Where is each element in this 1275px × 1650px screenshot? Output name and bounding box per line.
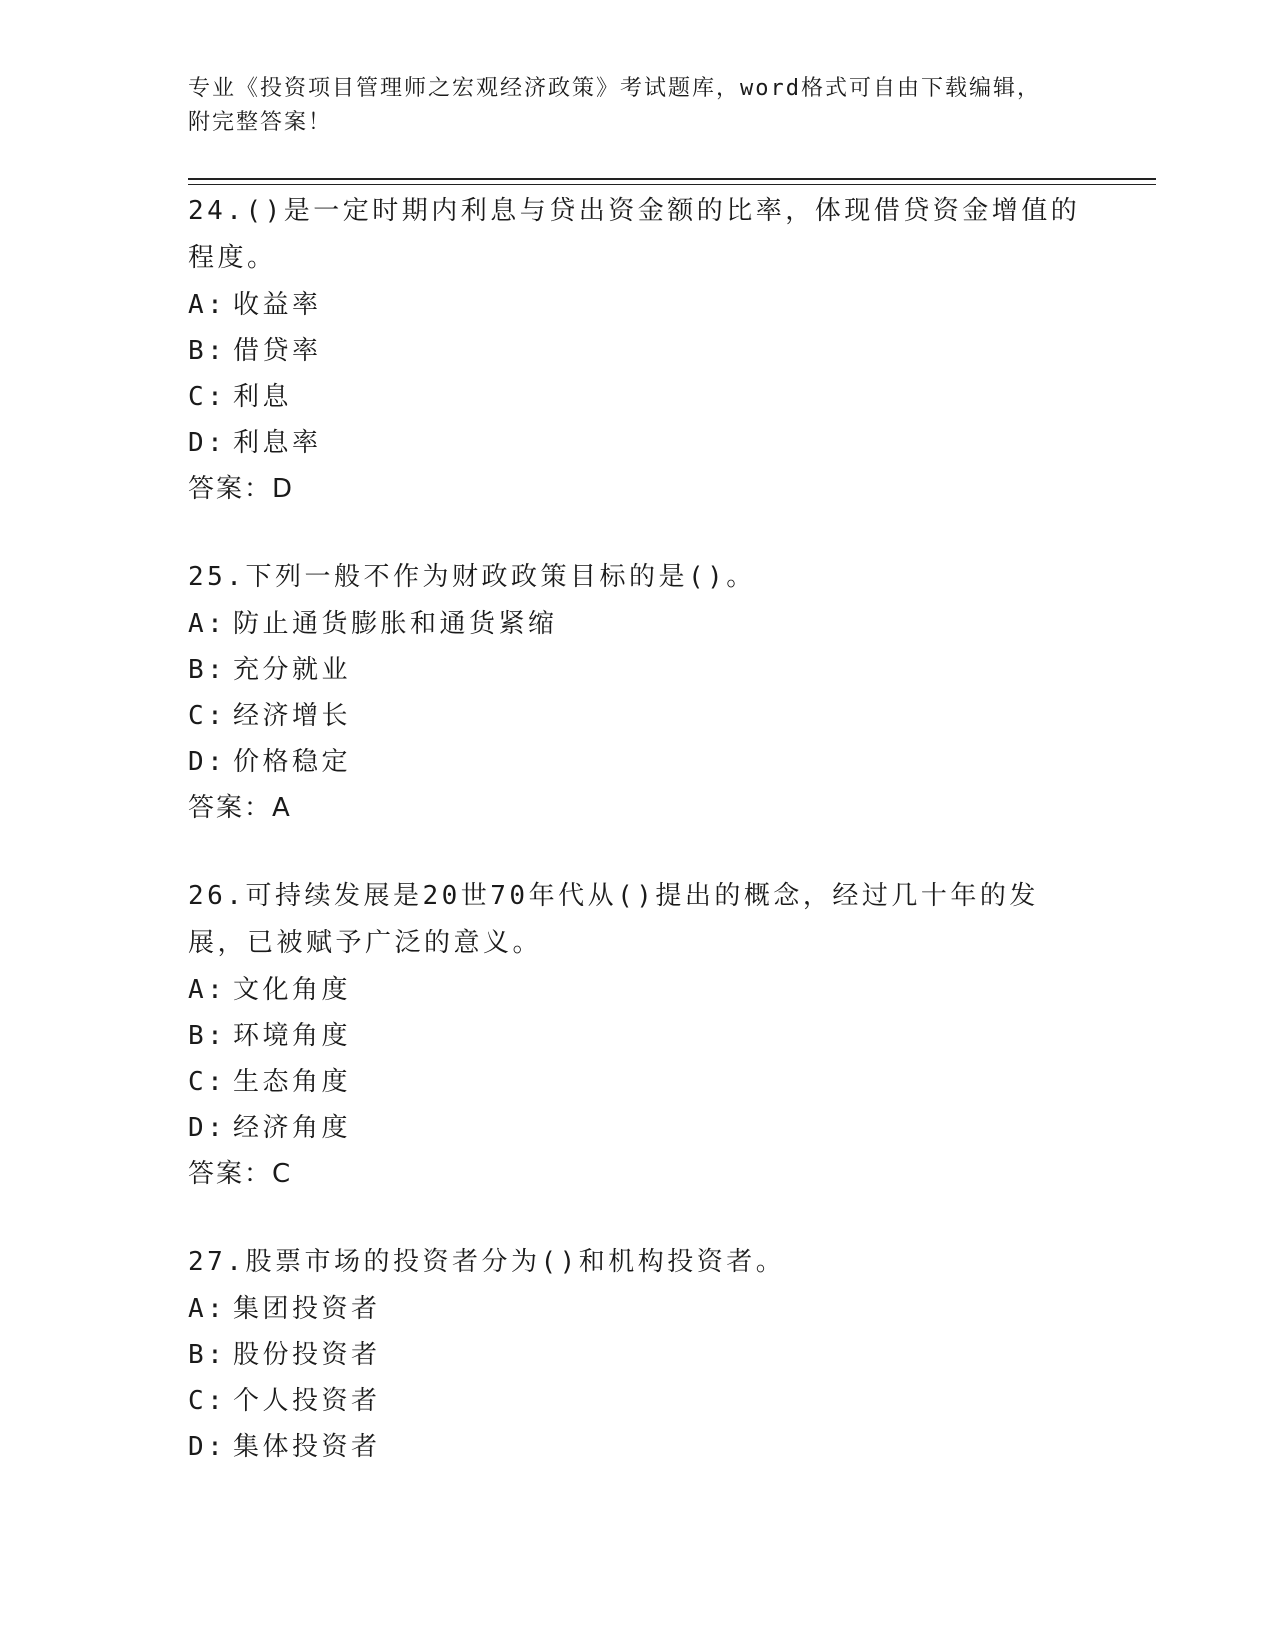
- option-text: 生态角度: [233, 1067, 352, 1097]
- option-a: [188, 1286, 1088, 1332]
- option-key: C:: [188, 1386, 227, 1416]
- header-divider-thick: [188, 178, 1156, 180]
- option-text: 价格稳定: [233, 747, 352, 777]
- option-key: D:: [188, 428, 227, 458]
- option-text: 个人投资者: [233, 1386, 381, 1416]
- option-b: [188, 328, 1088, 374]
- option-key: C:: [188, 382, 227, 412]
- option-c: [188, 374, 1088, 420]
- option-text: 借贷率: [233, 336, 322, 366]
- option-key: A:: [188, 975, 227, 1005]
- option-key: B:: [188, 1021, 227, 1051]
- question-25: [188, 554, 1088, 831]
- option-b: [188, 1013, 1088, 1059]
- option-key: B:: [188, 336, 227, 366]
- option-c: [188, 1378, 1088, 1424]
- option-key: C:: [188, 1067, 227, 1097]
- question-text: 24.()是一定时期内利息与贷出资金额的比率，体现借贷资金增值的程度。: [188, 196, 1081, 273]
- option-key: A:: [188, 1294, 227, 1324]
- option-text: 利息率: [233, 428, 322, 458]
- header-line-2: 附完整答案！: [188, 110, 333, 135]
- option-d: [188, 1105, 1088, 1151]
- option-d: [188, 1424, 1088, 1470]
- option-d: [188, 739, 1088, 785]
- option-a: [188, 967, 1088, 1013]
- option-key: A:: [188, 609, 227, 639]
- option-c: [188, 693, 1088, 739]
- document-header: [188, 72, 1088, 140]
- option-key: D:: [188, 747, 227, 777]
- option-text: 收益率: [233, 290, 322, 320]
- option-text: 股份投资者: [233, 1340, 381, 1370]
- option-text: 集体投资者: [233, 1432, 381, 1462]
- option-d: [188, 420, 1088, 466]
- option-text: 经济增长: [233, 701, 352, 731]
- option-text: 利息: [233, 382, 293, 412]
- option-key: D:: [188, 1113, 227, 1143]
- option-key: B:: [188, 655, 227, 685]
- option-text: 文化角度: [233, 975, 352, 1005]
- question-text: 26.可持续发展是20世70年代从()提出的概念，经过几十年的发展，已被赋予广泛的意义。: [188, 881, 1039, 958]
- option-a: [188, 282, 1088, 328]
- question-27: [188, 1239, 1088, 1470]
- option-key: D:: [188, 1432, 227, 1462]
- option-key: C:: [188, 701, 227, 731]
- option-text: 防止通货膨胀和通货紧缩: [233, 609, 558, 639]
- option-c: [188, 1059, 1088, 1105]
- question-26: [188, 873, 1088, 1197]
- option-b: [188, 647, 1088, 693]
- question-text: 27.股票市场的投资者分为()和机构投资者。: [188, 1247, 786, 1277]
- option-text: 环境角度: [233, 1021, 352, 1051]
- option-text: 充分就业: [233, 655, 352, 685]
- option-text: 经济角度: [233, 1113, 352, 1143]
- question-24: [188, 188, 1088, 512]
- answer-text: 答案：C: [188, 1159, 293, 1189]
- header-line-1: 专业《投资项目管理师之宏观经济政策》考试题库，word格式可自由下载编辑，: [188, 76, 1041, 101]
- answer-text: 答案：D: [188, 474, 295, 504]
- option-key: B:: [188, 1340, 227, 1370]
- option-text: 集团投资者: [233, 1294, 381, 1324]
- option-key: A:: [188, 290, 227, 320]
- answer-text: 答案：A: [188, 793, 292, 823]
- header-divider-thin: [188, 184, 1156, 185]
- question-list: [188, 188, 1088, 1512]
- option-b: [188, 1332, 1088, 1378]
- option-a: [188, 601, 1088, 647]
- question-text: 25.下列一般不作为财政政策目标的是()。: [188, 562, 756, 592]
